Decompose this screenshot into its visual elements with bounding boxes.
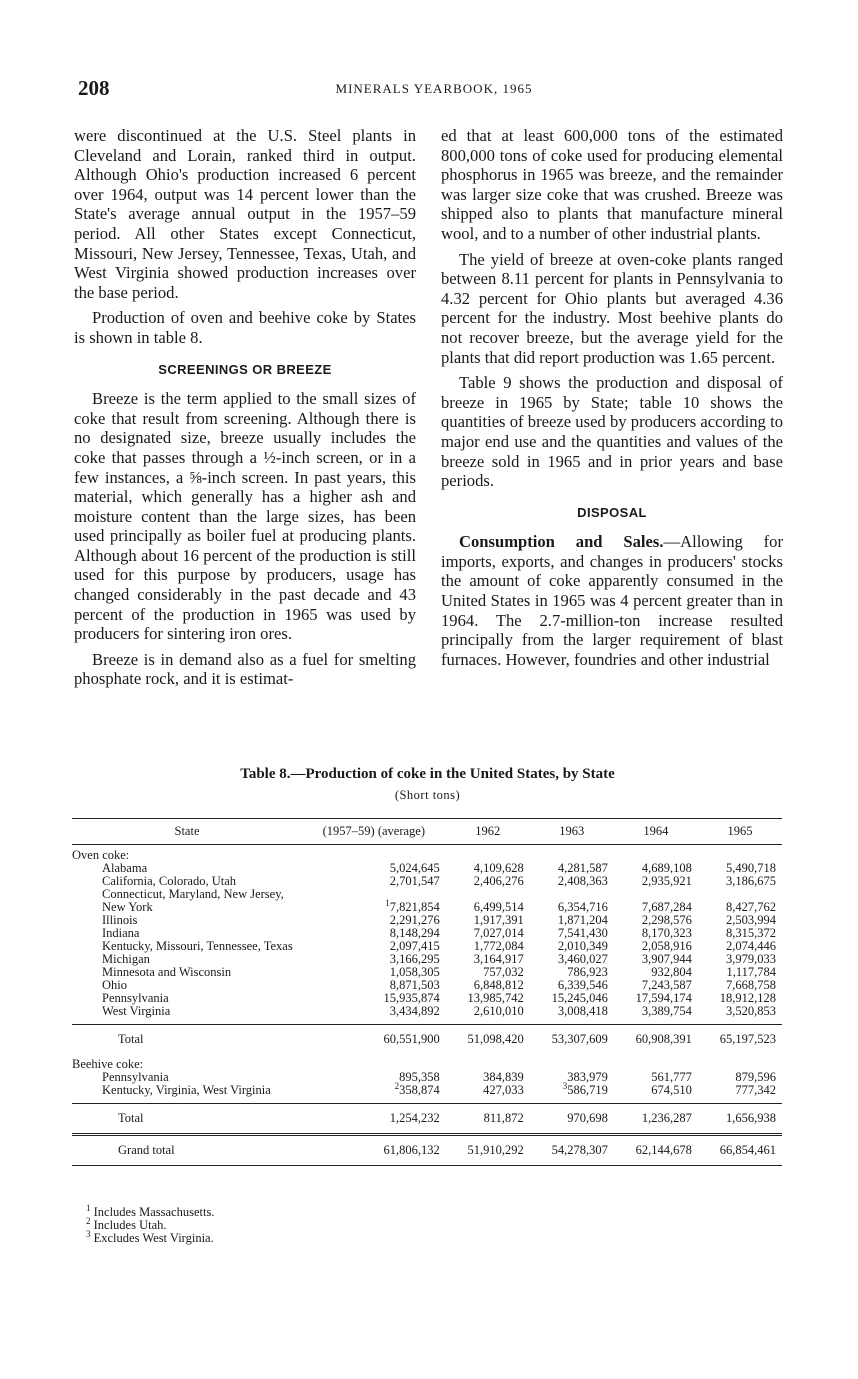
- table-title: Table 8.—Production of coke in the United States, by State: [240, 766, 615, 782]
- cell-value: 66,854,461: [698, 1135, 782, 1166]
- cell-value: 674,510: [651, 1083, 692, 1097]
- column-header: 1965: [698, 819, 782, 845]
- cell-value: 18,912,128: [719, 991, 776, 1005]
- column-header: 1963: [530, 819, 614, 845]
- cell-value: 54,278,307: [530, 1135, 614, 1166]
- cell-value: 62,144,678: [614, 1135, 698, 1166]
- paragraph: ed that at least 600,000 tons of the estimated 800,000 tons of coke used for producing elemental phosphorus in 1965 was breeze, and the remainder was larger size coke that was crushed. Breeze was shipped also to plants that manufacture mineral wool, and to a number of other industrial plants.: [441, 126, 783, 243]
- cell-value: 811,872: [446, 1104, 530, 1135]
- paragraph: Breeze is the term applied to the small sizes of coke that result from screening. Although there is no designated size, breeze usually includes the coke that passes through a ½-inch screen, or in a few instances, a ⅝-inch screen. In past years, this material, which generally has a higher ash and moisture content than the large sizes, has been used principally as boiler fuel at producing plants. Although about 16 percent of the production is still used for this purpose by producers, usage has changed considerably in the past decade and 43 percent of the production in 1965 was used by producers for sintering iron ores.: [74, 389, 416, 644]
- cell-value: 60,908,391: [614, 1025, 698, 1055]
- cell-value: 2,935,921: [641, 874, 692, 888]
- cell-value: 60,551,900: [302, 1025, 446, 1055]
- cell-value: 8,315,372: [726, 926, 776, 940]
- column-header: (1957–59) (average): [302, 819, 446, 845]
- section-heading: DISPOSAL: [577, 504, 647, 520]
- cell-value: 13,985,742: [467, 991, 524, 1005]
- cell-value: 2,291,276: [389, 913, 440, 927]
- total-row: [72, 1025, 782, 1055]
- cell-value: 895,358: [399, 1070, 440, 1084]
- row-label: Total: [72, 1104, 302, 1135]
- row-label: Pennsylvania: [102, 1070, 169, 1084]
- column-header: State: [72, 819, 302, 845]
- page-number: 208: [78, 76, 110, 100]
- row-label: Illinois: [102, 913, 138, 927]
- cell-value: 970,698: [530, 1104, 614, 1135]
- row-label: Grand total: [72, 1135, 302, 1166]
- cell-value: 879,596: [735, 1070, 776, 1084]
- cell-value: 6,499,514: [473, 900, 524, 914]
- cell-value: 7,541,430: [557, 926, 608, 940]
- cell-value: 15,245,046: [551, 991, 608, 1005]
- cell-value: 7,668,758: [726, 978, 776, 992]
- footnote: $^3$ Excludes West Virginia.: [86, 1228, 214, 1245]
- section-row: [72, 1054, 782, 1071]
- cell-value: $^3$586,719: [562, 1080, 608, 1097]
- footnote: $^1$ Includes Massachusetts.: [86, 1202, 215, 1219]
- cell-value: 383,979: [567, 1070, 608, 1084]
- cell-value: 2,503,994: [726, 913, 776, 927]
- cell-value: 3,186,675: [726, 874, 776, 888]
- paragraph: were discontinued at the U.S. Steel plants in Cleveland and Lorain, ranked third in output. Although Ohio's production increased 6 percent over 1964, output was 14 percent lower than the State's average annual output in the 1957–59 period. All other States except Connecticut, Missouri, New Jersey, Tennessee, Texas, Utah, and West Virginia showed production increases over the base period.: [74, 126, 416, 302]
- section-label: Oven coke:: [72, 848, 130, 862]
- grand-total-row: [72, 1135, 782, 1166]
- row-label: Total: [72, 1025, 302, 1055]
- cell-value: 1,254,232: [302, 1104, 446, 1135]
- total-row: [72, 1104, 782, 1135]
- page-header: [78, 76, 790, 102]
- right-column: [441, 126, 783, 675]
- cell-value: 2,097,415: [389, 939, 440, 953]
- cell-value: 786,923: [567, 965, 608, 979]
- cell-value: 6,339,546: [557, 978, 608, 992]
- cell-value: 2,074,446: [726, 939, 776, 953]
- section-row: [72, 845, 782, 863]
- table-subtitle: (Short tons): [394, 788, 461, 802]
- cell-value: 1,117,784: [726, 965, 776, 979]
- column-header: 1962: [446, 819, 530, 845]
- row-label: Alabama: [102, 861, 148, 875]
- cell-value: 5,490,718: [726, 861, 776, 875]
- left-column: [74, 126, 416, 695]
- cell-value: 561,777: [651, 1070, 692, 1084]
- row-label: Indiana: [102, 926, 140, 940]
- cell-value: 4,109,628: [473, 861, 524, 875]
- cell-value: 1,772,084: [473, 939, 524, 953]
- row-label: Kentucky, Missouri, Tennessee, Texas: [102, 939, 293, 953]
- cell-value: $^2$358,874: [394, 1080, 440, 1097]
- cell-value: 53,307,609: [530, 1025, 614, 1055]
- paragraph-text: —Allowing for imports, exports, and changes in producers' stocks the amount of coke apparently consumed in the United States in 1965 was 4 percent greater than in 1964. The 2.7-million-ton increase resulted principally from the larger requirement of blast furnaces. However, foundries and other industrial: [441, 532, 783, 669]
- section-heading: SCREENINGS OR BREEZE: [158, 361, 332, 377]
- cell-value: 7,027,014: [473, 926, 524, 940]
- table-body: [72, 845, 782, 1166]
- table-row: [72, 1005, 782, 1025]
- row-label: Ohio: [102, 978, 127, 992]
- cell-value: 427,033: [483, 1083, 524, 1097]
- row-label: Michigan: [102, 952, 150, 966]
- run-in-heading: Consumption and Sales.: [459, 532, 664, 552]
- row-label: California, Colorado, Utah: [102, 874, 236, 888]
- cell-value: 1,917,391: [473, 913, 524, 927]
- row-label: Kentucky, Virginia, West Virginia: [102, 1083, 271, 1097]
- cell-value: 2,406,276: [473, 874, 524, 888]
- cell-value: 384,839: [483, 1070, 524, 1084]
- cell-value: 3,979,033: [726, 952, 776, 966]
- cell-value: 1,871,204: [557, 913, 608, 927]
- cell-value: 6,848,812: [473, 978, 524, 992]
- cell-value: 8,427,762: [726, 900, 776, 914]
- table-row: [72, 1084, 782, 1104]
- cell-value: 61,806,132: [302, 1135, 446, 1166]
- paragraph: Table 9 shows the production and disposal of breeze in 1965 by State; table 10 shows the quantities of breeze used by producers according to major end use and the quantities and values of the breeze sold in 1965 and in prior years and base periods.: [441, 373, 783, 491]
- paragraph: Production of oven and beehive coke by States is shown in table 8.: [74, 308, 416, 347]
- cell-value: 7,687,284: [641, 900, 692, 914]
- paragraph: Breeze is in demand also as a fuel for smelting phosphate rock, and it is estimat-: [74, 649, 416, 689]
- cell-value: 2,701,547: [389, 874, 440, 888]
- cell-value: 15,935,874: [383, 991, 440, 1005]
- row-label: Pennsylvania: [102, 991, 169, 1005]
- cell-value: 2,010,349: [557, 939, 608, 953]
- cell-value: 3,434,892: [389, 1004, 440, 1018]
- cell-value: 3,389,754: [641, 1004, 692, 1018]
- cell-value: 757,032: [483, 965, 524, 979]
- cell-value: 4,689,108: [641, 861, 692, 875]
- cell-value: 3,164,917: [473, 952, 524, 966]
- cell-value: 8,148,294: [389, 926, 440, 940]
- footnote: $^2$ Includes Utah.: [86, 1215, 167, 1232]
- paragraph: [441, 532, 783, 669]
- cell-value: $^1$7,821,854: [385, 897, 440, 914]
- cell-value: 51,098,420: [446, 1025, 530, 1055]
- cell-value: 2,298,576: [641, 913, 692, 927]
- cell-value: 932,804: [651, 965, 692, 979]
- row-label: Connecticut, Maryland, New Jersey, New York: [102, 887, 284, 914]
- cell-value: 3,460,027: [557, 952, 608, 966]
- row-label: West Virginia: [102, 1004, 171, 1018]
- coke-production-table: [72, 818, 782, 1166]
- cell-value: 8,871,503: [389, 978, 440, 992]
- cell-value: 2,408,363: [557, 874, 608, 888]
- cell-value: 51,910,292: [446, 1135, 530, 1166]
- cell-value: 2,610,010: [473, 1004, 524, 1018]
- cell-value: 8,170,323: [641, 926, 692, 940]
- column-header: 1964: [614, 819, 698, 845]
- section-label: Beehive coke:: [72, 1057, 144, 1071]
- cell-value: 777,342: [735, 1083, 776, 1097]
- row-label: Minnesota and Wisconsin: [102, 965, 232, 979]
- running-title: MINERALS YEARBOOK, 1965: [335, 81, 533, 96]
- cell-value: 1,058,305: [389, 965, 440, 979]
- footnotes: [86, 1202, 215, 1245]
- cell-value: 3,520,853: [726, 1004, 776, 1018]
- table-row: [72, 888, 782, 914]
- cell-value: 3,166,295: [389, 952, 440, 966]
- cell-value: 5,024,645: [389, 861, 440, 875]
- cell-value: 2,058,916: [641, 939, 692, 953]
- cell-value: 17,594,174: [635, 991, 692, 1005]
- cell-value: 3,008,418: [557, 1004, 608, 1018]
- cell-value: 4,281,587: [557, 861, 608, 875]
- table-header-row: [72, 819, 782, 845]
- cell-value: 3,907,944: [641, 952, 692, 966]
- cell-value: 6,354,716: [557, 900, 608, 914]
- cell-value: 65,197,523: [698, 1025, 782, 1055]
- cell-value: 7,243,587: [641, 978, 692, 992]
- cell-value: 1,236,287: [614, 1104, 698, 1135]
- paragraph: The yield of breeze at oven-coke plants ranged between 8.11 percent for plants in Pennsylvania to 4.32 percent for Ohio plants but averaged 4.36 percent for the industry. Most beehive plants do not recover breeze, but the average yield for the plants that did report production was 1.65 percent.: [441, 249, 783, 367]
- cell-value: 1,656,938: [698, 1104, 782, 1135]
